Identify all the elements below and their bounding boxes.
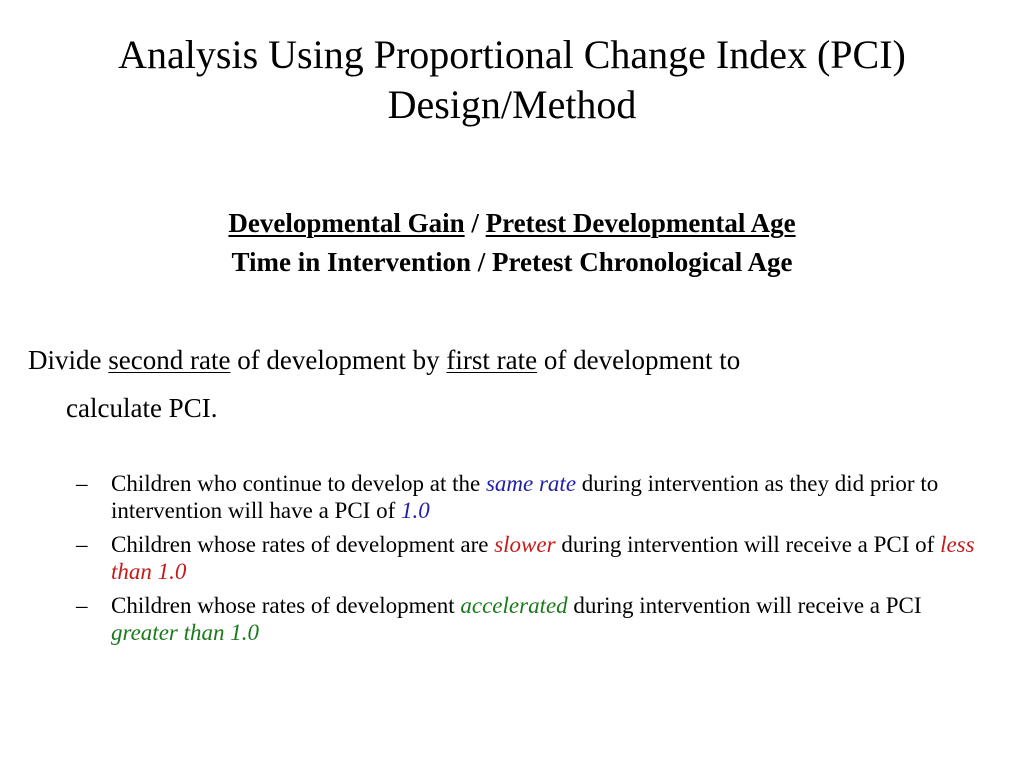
- intro-paragraph: [28, 336, 988, 432]
- intro-text-3: of development to: [537, 345, 741, 375]
- slide-title: [0, 30, 1024, 130]
- second-rate-term: second rate: [108, 345, 231, 375]
- pci-bullet-list: [76, 470, 976, 653]
- bullet-text: Children whose rates of development are: [111, 532, 495, 557]
- intro-text-1: Divide: [28, 345, 109, 375]
- pci-value-emphasis: 1.0: [401, 498, 430, 523]
- bullet-same-rate: [76, 470, 976, 524]
- bullet-text: Children who continue to develop at the: [111, 471, 486, 496]
- bullet-accelerated: [76, 592, 976, 646]
- pretest-developmental-age-term: Pretest Developmental Age: [485, 208, 796, 238]
- less-than-emphasis: less than 1.0: [111, 532, 975, 584]
- accelerated-emphasis: accelerated: [460, 593, 568, 618]
- dash-marker: –: [76, 593, 88, 618]
- dash-marker: –: [76, 471, 88, 496]
- greater-than-emphasis: greater than 1.0: [111, 620, 259, 645]
- formula-numerator: [0, 204, 1024, 243]
- slower-emphasis: slower: [494, 532, 556, 557]
- pci-formula: [0, 204, 1024, 282]
- first-rate-term: first rate: [446, 345, 538, 375]
- intro-text-line2: calculate PCI.: [66, 393, 218, 423]
- formula-slash: /: [464, 208, 486, 238]
- bullet-text: during intervention will receive a PCI of: [555, 532, 941, 557]
- same-rate-emphasis: same rate: [485, 471, 577, 496]
- developmental-gain-term: Developmental Gain: [228, 208, 465, 238]
- dash-marker: –: [76, 532, 88, 557]
- bullet-slower: [76, 531, 976, 585]
- bullet-text: during intervention as they did prior to intervention will have a PCI of: [111, 471, 939, 523]
- bullet-text: Children whose rates of development: [111, 593, 461, 618]
- formula-denominator: Time in Intervention / Pretest Chronological Age: [231, 247, 793, 277]
- intro-text-2: of development by: [230, 345, 447, 375]
- bullet-text: during intervention will receive a PCI: [567, 593, 922, 618]
- slide-title-line1: Analysis Using Proportional Change Index (PCI): [118, 32, 906, 77]
- slide-title-line2: Design/Method: [387, 82, 637, 127]
